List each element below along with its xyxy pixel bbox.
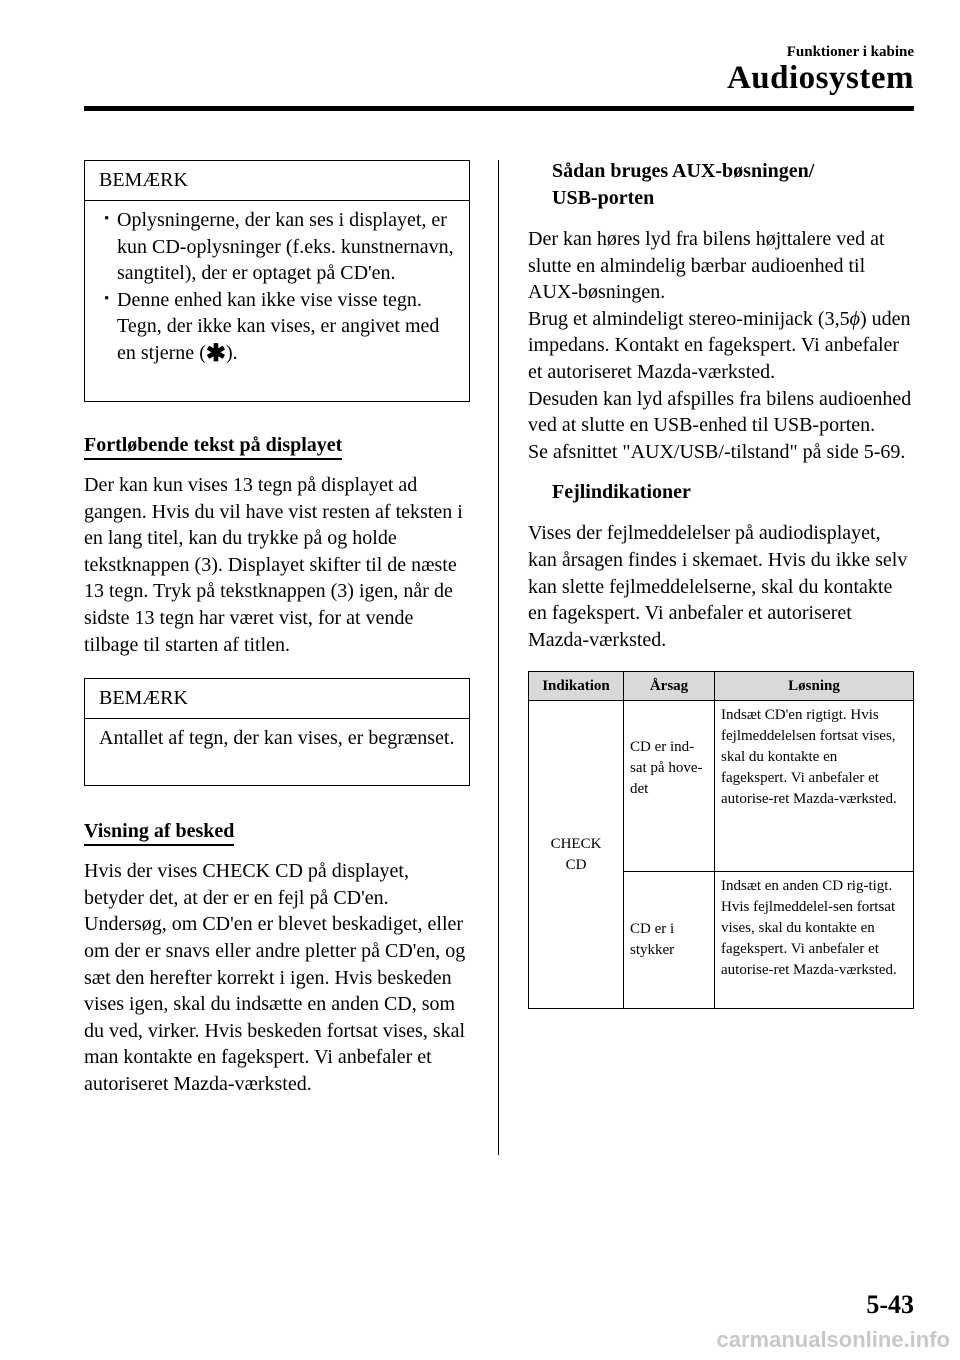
chapter-label: Funktioner i kabine — [786, 44, 914, 60]
paragraph — [528, 306, 914, 386]
subsection-title-line: USB-porten — [552, 187, 655, 209]
paragraph-text: Brug et almindeligt stereo-minijack (3,5 — [528, 307, 850, 330]
fault-table — [528, 671, 914, 1009]
note-list — [99, 207, 455, 368]
note-item-text: Denne enhed kan ikke vise visse tegn. Tegn, der ikke kan vises, er angivet med en stjerne ( — [117, 288, 440, 364]
indication-cell: CHECK CD — [529, 701, 624, 1009]
paragraph-text: ) uden impedans. Kontakt en fagekspert. Vi anbefaler et autoriseret Mazda-værksted. — [528, 307, 911, 383]
solution-cell: Indsæt CD'en rigtigt. Hvis fejlmeddelelsen fortsat vises, skal du kontakte en fagekspert. Vi anbefaler et autorise-ret Mazda-værksted. — [715, 701, 914, 872]
note-body — [85, 201, 469, 376]
right-column — [528, 160, 914, 1009]
column-header: Løsning — [715, 672, 914, 701]
page-number: 5-43 — [866, 1290, 914, 1319]
note-item — [99, 287, 455, 368]
note-body: Antallet af tegn, der kan vises, er begrænset. — [99, 727, 455, 750]
table-header-row — [529, 672, 914, 701]
subsection-title — [528, 158, 914, 212]
note-item: · Oplysningerne, der kan ses i displayet, er kun CD-oplysninger (f.eks. kunstnernavn, sangtitel), der er optaget på CD'en. — [99, 207, 455, 287]
page-title: Audiosystem — [726, 60, 914, 96]
phi-symbol: ϕ — [849, 307, 860, 330]
subsection-title-line: Sådan bruges AUX-bøsningen/ — [552, 160, 815, 182]
header-rule — [84, 106, 914, 111]
paragraph: Vises der fejlmeddelelser på audiodisplayet, kan årsagen findes i skemaet. Hvis du ikke selv kan slette fejlmeddelelserne, skal du kontakte en fagekspert. Vi anbefaler et autoriseret Mazda-værksted. — [528, 522, 908, 651]
note-item-end: ). — [225, 341, 238, 364]
watermark: carmanualsonline.info — [716, 1327, 950, 1352]
note-heading: BEMÆRK — [85, 679, 469, 719]
section-body: Hvis der vises CHECK CD på displayet, betyder det, at der er en fejl på CD'en. Undersøg, om CD'en er blevet beskadiget, eller om der er snavs eller andre pletter på CD'en, og sæt den herefter korrekt i igen. Hvis beskeden vises igen, skal du indsætte en anden CD, som du ved, virker. Hvis beskeden fortsat vises, skal man kontakte en fagekspert. Vi anbefaler et autoriseret Mazda-værksted. — [84, 860, 466, 1095]
column-header: Årsag — [624, 672, 715, 701]
section-title: Visning af besked — [84, 819, 234, 846]
paragraph: Der kan høres lyd fra bilens højttalere ved at slutte en almindelig bærbar audioenhed til AUX-bøsningen. — [528, 228, 885, 304]
column-divider — [498, 160, 499, 1155]
asterisk-icon: ✱ — [205, 340, 226, 367]
section-body: Der kan kun vises 13 tegn på displayet ad gangen. Hvis du vil have vist resten af teksten i en lang titel, kan du trykke på og holde tekstknappen (3). Displayet skifter til de næste 13 tegn. Tryk på tekstknappen (3) igen, når de sidste 13 tegn har været vist, for at vende tilbage til starten af titlen. — [84, 474, 463, 656]
cause-cell: CD er i stykker — [624, 872, 715, 1009]
paragraph: Desuden kan lyd afspilles fra bilens audioenhed ved at slutte en USB-enhed til USB-porten. — [528, 387, 912, 437]
left-column — [84, 160, 470, 1098]
solution-cell: Indsæt en anden CD rig-tigt. Hvis fejlmeddelel-sen fortsat vises, skal du kontakte en fagekspert. Vi anbefaler et autorise-ret Mazda-værksted. — [715, 872, 914, 1009]
section-title: Fortløbende tekst på displayet — [84, 433, 342, 460]
note-box-1 — [84, 160, 470, 402]
table-row — [529, 701, 914, 872]
cause-cell: CD er ind-sat på hove-det — [624, 701, 715, 872]
note-box-2 — [84, 678, 470, 786]
paragraph: Se afsnittet "AUX/USB/-tilstand" på side 5-69. — [528, 440, 906, 463]
column-header: Indikation — [529, 672, 624, 701]
note-heading: BEMÆRK — [85, 161, 469, 201]
subsection-title: Fejlindikationer — [552, 481, 691, 504]
